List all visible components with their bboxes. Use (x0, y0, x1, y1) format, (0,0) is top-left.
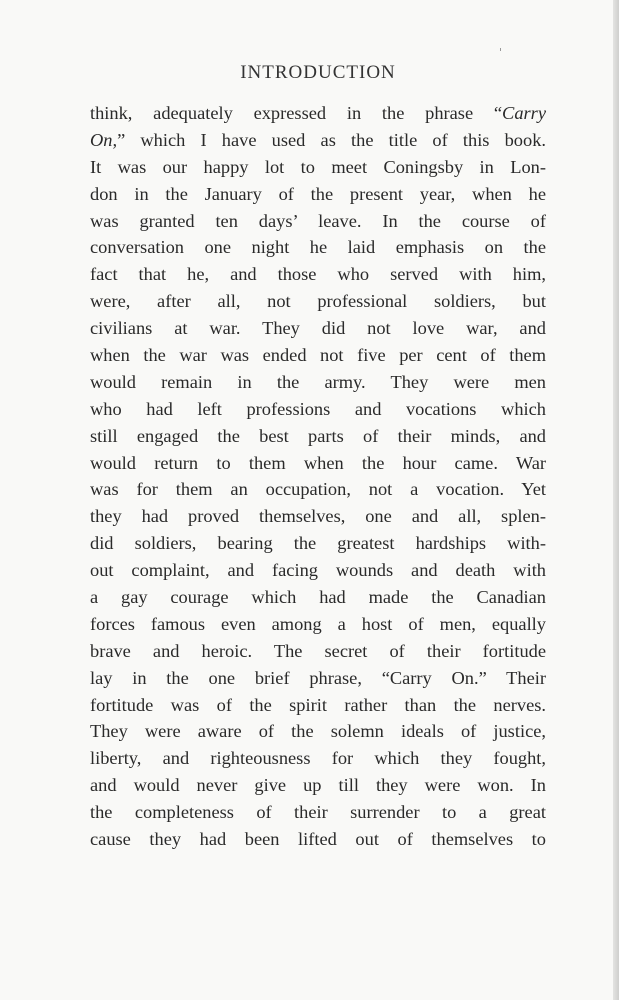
text-line: would remain in the army. They were men (90, 371, 546, 392)
text-line: were, after all, not professional soldiers, but (90, 291, 546, 312)
text-line: the completeness of their surrender to a great (90, 802, 546, 823)
text-line: cause they had been lifted out of themselves to (90, 829, 546, 850)
text-line: out complaint, and facing wounds and death with (90, 560, 546, 581)
text-line: was for them an occupation, not a vocation. Yet (90, 479, 546, 500)
body-text (90, 100, 546, 853)
text-line: they had proved themselves, one and all, splen- (90, 506, 546, 527)
text-line: It was our happy lot to meet Coningsby in Lon- (90, 156, 546, 177)
text-line: forces famous even among a host of men, equally (90, 613, 546, 634)
text-line: conversation one night he laid emphasis on the (90, 237, 546, 258)
text-line: They were aware of the solemn ideals of justice, (90, 721, 546, 742)
text-line: think, adequately expressed in the phrase “Carry (90, 103, 546, 123)
text-line: liberty, and righteousness for which they fought, (90, 748, 546, 769)
print-fleck (500, 48, 501, 51)
text-line: don in the January of the present year, when he (90, 183, 546, 204)
text-line: fact that he, and those who served with him, (90, 264, 546, 285)
running-head-title: INTRODUCTION (240, 62, 396, 83)
text-line: a gay courage which had made the Canadian (90, 587, 546, 608)
text-line: still engaged the best parts of their minds, and (90, 425, 546, 446)
text-line: did soldiers, bearing the greatest hardships with- (90, 533, 546, 554)
text-line: was granted ten days’ leave. In the course of (90, 210, 546, 231)
text-line: lay in the one brief phrase, “Carry On.” Their (90, 667, 546, 688)
italic-phrase: On, (90, 129, 118, 150)
italic-phrase: Carry (502, 103, 546, 123)
text-line: who had left professions and vocations which (90, 398, 546, 419)
text-line: fortitude was of the spirit rather than the nerves. (90, 694, 546, 715)
text-line: On,” which I have used as the title of this book. (90, 129, 546, 150)
text-line: when the war was ended not five per cent of them (90, 345, 546, 366)
text-line: and would never give up till they were won. In (90, 775, 546, 796)
page-edge-shadow (613, 0, 619, 1000)
text-line: would return to them when the hour came. War (90, 452, 546, 473)
text-line: civilians at war. They did not love war, and (90, 318, 546, 339)
text-line: brave and heroic. The secret of their fortitude (90, 640, 546, 661)
